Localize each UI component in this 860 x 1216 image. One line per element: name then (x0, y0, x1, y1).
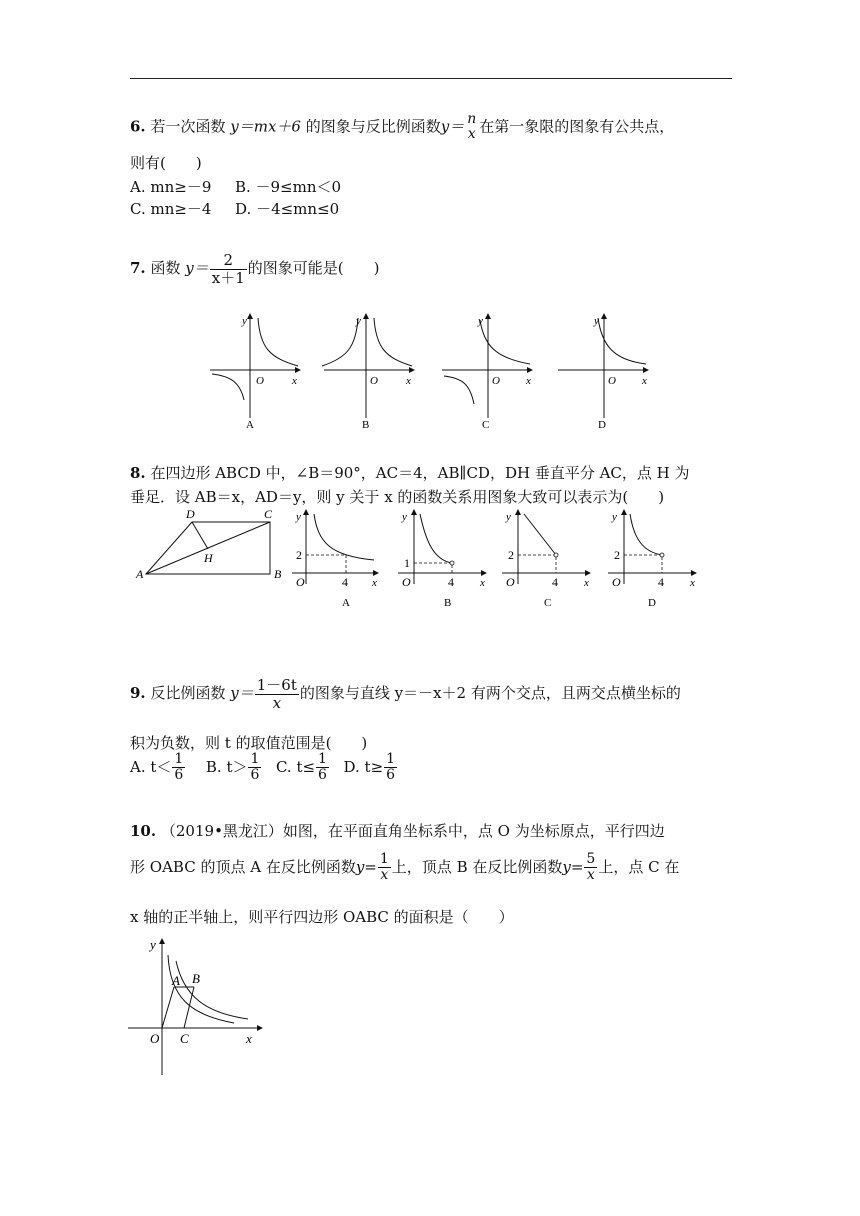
q7-graphs (200, 308, 660, 433)
q8-point-a: A (136, 567, 144, 581)
q9-stem-line1 (130, 677, 681, 711)
q8d-tick-4: 4 (658, 575, 664, 589)
q7d-label: D (598, 419, 606, 431)
q6-stem-line1 (130, 112, 674, 143)
q8c-tick-4: 4 (552, 575, 558, 589)
q8-point-c: C (264, 507, 273, 521)
q7c-axis-y: y (478, 315, 483, 327)
q7-frac-num: 2 (223, 251, 234, 269)
q8-text-1: 在四边形 ABCD 中，∠B＝90°，AC＝4，AB∥CD，DH 垂直平分 AC，点 H 为 (150, 464, 690, 482)
q6-frac-den: x (467, 126, 476, 143)
q8-number: 8. (130, 464, 146, 482)
q9-number: 9. (130, 684, 146, 702)
q10-point-o: O (150, 1031, 160, 1046)
q8d-label: D (648, 597, 656, 609)
q10-text-2a: 形 OABC 的顶点 A 在反比例函数 (130, 857, 356, 876)
q8-stem-line2: 垂足．设 AB＝x，AD＝y，则 y 关于 x 的函数关系用图象大致可以表示为( ) (130, 488, 665, 506)
q8-point-b: B (274, 567, 282, 581)
q9-option-d[interactable]: D. t≥ $\frac{1}{6}$ (343, 751, 396, 784)
q10-fraction-b: $\frac{5}{x}$ (586, 851, 596, 884)
q7a-label: A (246, 419, 254, 431)
q6-option-b[interactable]: B. －9≤mn＜0 (234, 178, 342, 196)
q6-stem-line2: 则有( ) (130, 154, 202, 172)
q8-point-h: H (204, 551, 213, 565)
q7b-axis-x: x (406, 375, 411, 387)
q7b-axis-y: y (356, 315, 361, 327)
q8d-axis-x: x (690, 577, 695, 589)
q8a-origin: O (296, 575, 305, 589)
q9-stem-line2: 积为负数，则 t 的取值范围是( ) (130, 734, 368, 752)
q7c-label: C (482, 419, 490, 431)
q10-point-a: A (172, 973, 180, 988)
q8b-origin: O (402, 575, 411, 589)
q7-eq-lhs: y＝ (185, 259, 209, 277)
q8c-label: C (544, 597, 552, 609)
q10-stem-line3: x 轴的正半轴上，则平行四边形 OABC 的面积是（ ） (130, 908, 514, 926)
q7c-origin: O (492, 375, 500, 387)
q9-option-b[interactable]: B. t＞ $\frac{1}{6}$ (205, 751, 260, 784)
q8d-axis-y: y (612, 511, 617, 523)
header-rule (130, 78, 732, 79)
q6-option-a[interactable]: A. mn≥－9 (130, 178, 212, 196)
q8c-origin: O (506, 575, 515, 589)
q6-eq-inverse-lhs: y＝ (440, 117, 465, 136)
q9-text-b: 的图象与直线 y＝－x＋2 有两个交点，且两交点横坐标的 (299, 684, 681, 702)
q7-fraction (210, 252, 247, 286)
q7b-label: B (362, 419, 370, 431)
q7-graph-b[interactable] (322, 314, 414, 431)
q7-frac-den: x＋1 (211, 268, 245, 287)
q7a-axis-y: y (242, 315, 247, 327)
q8-graph-d[interactable] (608, 510, 696, 609)
q8-quadrilateral-figure (135, 507, 282, 581)
q10-text-2c: 上，点 C 在 (598, 857, 680, 876)
q7d-origin: O (608, 375, 616, 387)
q8c-axis-y: y (506, 511, 511, 523)
q10-text-2b: 上，顶点 B 在反比例函数 (391, 857, 563, 876)
q8b-label: B (444, 597, 452, 609)
q9-option-c[interactable]: C. t≤ $\frac{1}{6}$ (275, 751, 327, 784)
q10-number: 10. (130, 822, 157, 840)
q8-stem-line1 (130, 462, 690, 483)
q10-point-c: C (180, 1031, 189, 1046)
q7-graph-c[interactable] (442, 314, 532, 431)
q9-fraction (255, 677, 299, 711)
q7d-axis-y: y (594, 315, 599, 327)
q6-fraction (465, 112, 478, 143)
q10-axis-y: y (150, 937, 156, 952)
q10-axis-x: x (246, 1031, 252, 1046)
q6-text-a: 若一次函数 (150, 117, 226, 136)
q6-option-d[interactable]: D. －4≤mn≤0 (235, 200, 340, 218)
q10-point-b: B (192, 971, 200, 986)
q8b-axis-y: y (402, 511, 407, 523)
q10-figure (128, 935, 268, 1080)
q9-text-a: 反比例函数 (150, 684, 226, 702)
q8b-axis-x: x (480, 577, 485, 589)
q6-text-c: 在第一象限的图象有公共点， (479, 117, 675, 136)
q10-eqA-lhs: y= (355, 857, 377, 876)
q6-text-b: 的图象与反比例函数 (305, 117, 441, 136)
q8c-tick-2: 2 (508, 548, 514, 562)
q8a-axis-x: x (372, 577, 377, 589)
q6-frac-num: n (467, 111, 477, 127)
q8a-tick-4: 4 (342, 575, 348, 589)
q8b-tick-1: 1 (404, 556, 410, 570)
q9-option-a[interactable]: A. t＜ $\frac{1}{6}$ (130, 751, 184, 784)
q7-stem (130, 252, 379, 286)
q7a-origin: O (256, 375, 264, 387)
q10-stem-line2 (130, 852, 679, 884)
q10-text-1: （2019•黑龙江）如图，在平面直角坐标系中，点 O 为坐标原点，平行四边 (160, 822, 665, 840)
q8-point-d: D (186, 507, 195, 521)
q6-option-c[interactable]: C. mn≥－4 (130, 200, 212, 218)
q8d-tick-2: 2 (614, 548, 620, 562)
q9-options (130, 752, 398, 784)
q7-graph-a[interactable] (210, 314, 300, 431)
q7c-axis-x: x (526, 375, 531, 387)
q8-graph-c[interactable] (502, 510, 590, 609)
q8c-axis-x: x (584, 577, 589, 589)
q8a-tick-2: 2 (296, 548, 302, 562)
q7-number: 7. (130, 259, 146, 277)
q7a-axis-x: x (292, 375, 297, 387)
q8-graph-a[interactable] (292, 510, 378, 609)
q8-figures (134, 506, 714, 610)
q10-stem-line1 (130, 820, 665, 841)
q8b-tick-4: 4 (448, 575, 454, 589)
q6-number: 6. (130, 117, 146, 136)
q9-frac-num: 1－6t (256, 676, 297, 694)
q8d-origin: O (612, 575, 621, 589)
q9-eq-lhs: y＝ (230, 684, 254, 702)
q8a-label: A (342, 597, 350, 609)
q7-text-b: 的图象可能是( ) (247, 259, 380, 277)
q7b-origin: O (370, 375, 378, 387)
q8a-axis-y: y (296, 511, 301, 523)
q6-options-row1 (130, 176, 341, 197)
q9-frac-den: x (255, 694, 299, 712)
q7d-axis-x: x (642, 375, 647, 387)
q10-fraction-a: $\frac{1}{x}$ (379, 851, 389, 884)
q7-graph-d[interactable] (558, 314, 648, 431)
q7-text-a: 函数 (150, 259, 181, 277)
q6-options-row2 (130, 198, 339, 219)
q8-graph-b[interactable] (398, 510, 486, 609)
q6-eq-linear: y＝mx＋6 (230, 117, 301, 136)
q10-eqB-lhs: y= (562, 857, 584, 876)
